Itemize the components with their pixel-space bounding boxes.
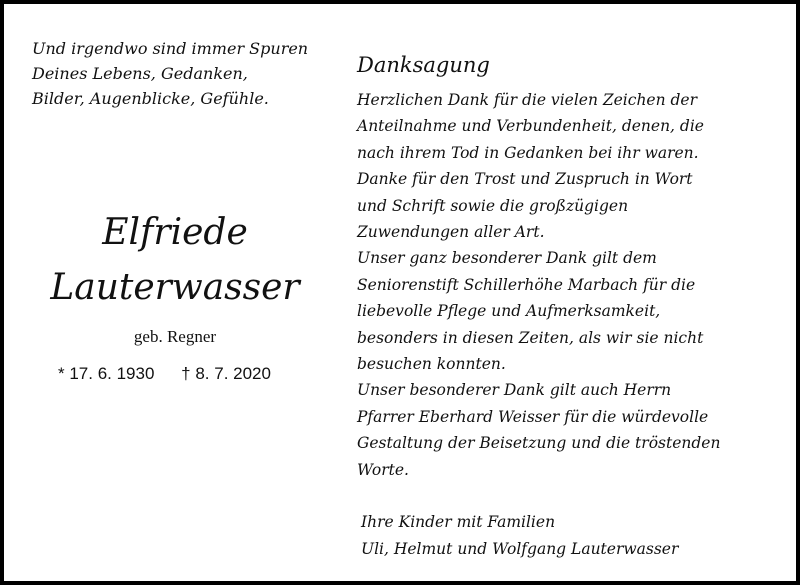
deceased-first-name: Elfriede bbox=[102, 212, 248, 253]
thanks-text bbox=[357, 87, 720, 483]
thanks-line: besuchen konnten. bbox=[357, 355, 506, 374]
thanks-line: Pfarrer Eberhard Weisser für die würdevolle bbox=[357, 407, 709, 426]
birth-name: geb. Regner bbox=[133, 327, 217, 346]
thanks-line: nach ihrem Tod in Gedanken bei ihr waren. bbox=[357, 143, 699, 162]
thanks-title: Danksagung bbox=[357, 53, 490, 77]
thanks-line: Danke für den Trost und Zuspruch in Wort bbox=[357, 170, 693, 189]
thanks-line: Anteilnahme und Verbundenheit, denen, die bbox=[357, 117, 704, 136]
life-dates bbox=[58, 362, 271, 386]
thanks-line: besonders in diesen Zeiten, als wir sie nicht bbox=[357, 328, 704, 347]
poem-line: Deines Lebens, Gedanken, bbox=[32, 64, 248, 83]
thanks-line: Herzlichen Dank für die vielen Zeichen der bbox=[357, 91, 698, 109]
thanks-line: Unser besonderer Dank gilt auch Herrn bbox=[357, 381, 672, 400]
signature-line: Uli, Helmut und Wolfgang Lauterwasser bbox=[361, 540, 679, 558]
thanks-line: Gestaltung der Beisetzung und die tröstenden bbox=[357, 434, 721, 453]
thanks-line: und Schrift sowie die großzügigen bbox=[357, 196, 629, 215]
thanks-line: Unser ganz besonderer Dank gilt dem bbox=[357, 249, 657, 268]
signature-line: Ihre Kinder mit Familien bbox=[361, 513, 556, 531]
poem-line: Bilder, Augenblicke, Gefühle. bbox=[32, 89, 269, 108]
signature bbox=[361, 509, 678, 563]
poem-line: Und irgendwo sind immer Spuren bbox=[32, 39, 309, 58]
death-date: † 8. 7. 2020 bbox=[181, 364, 271, 383]
birth-date: * 17. 6. 1930 bbox=[58, 364, 155, 383]
thanks-line: Worte. bbox=[357, 460, 409, 479]
memorial-poem bbox=[32, 36, 308, 111]
thanks-line: Seniorenstift Schillerhöhe Marbach für die bbox=[357, 275, 696, 294]
deceased-last-name: Lauterwasser bbox=[50, 267, 300, 308]
thanks-line: Zuwendungen aller Art. bbox=[357, 223, 545, 242]
thanks-line: liebevolle Pflege und Aufmerksamkeit, bbox=[357, 302, 661, 321]
